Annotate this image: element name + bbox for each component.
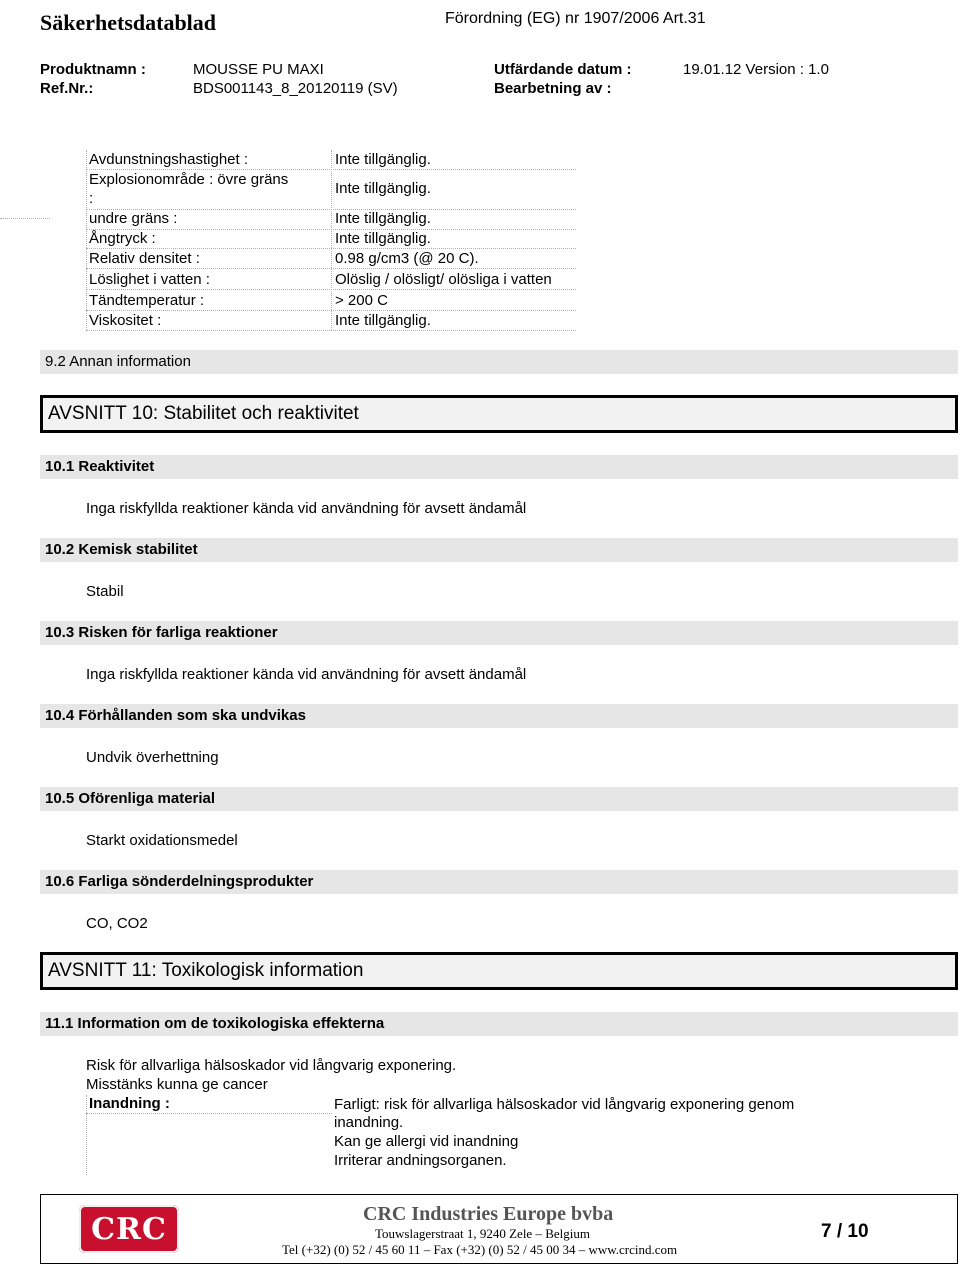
property-label: Viskositet : — [89, 312, 162, 329]
document-title: Säkerhetsdatablad — [40, 10, 217, 35]
subsection-10-3-heading: 10.3 Risken för farliga reaktioner — [40, 621, 958, 645]
subsection-10-1-heading: 10.1 Reaktivitet — [40, 455, 958, 479]
property-label: Ångtryck : — [89, 230, 156, 247]
inhalation-effect: Farligt: risk för allvarliga hälsoskador vid långvarig exponering genom — [334, 1096, 795, 1113]
property-value: Inte tillgänglig. — [335, 180, 431, 197]
subsection-10-1-text: Inga riskfyllda reaktioner kända vid användning för avsett ändamål — [86, 500, 527, 517]
subsection-10-2-text: Stabil — [86, 583, 124, 600]
product-name-label: Produktnamn : — [40, 61, 146, 78]
property-label: Explosionområde : övre gräns — [89, 171, 289, 188]
regulation-reference: Förordning (EG) nr 1907/2006 Art.31 — [445, 10, 706, 27]
subsection-11-1-heading: 11.1 Information om de toxikologiska effekterna — [40, 1012, 958, 1036]
property-label-continued: : — [89, 190, 94, 207]
subsection-9-2-heading: 9.2 Annan information — [40, 350, 958, 374]
crc-logo: CRC — [79, 1205, 179, 1253]
subsection-10-5-heading: 10.5 Oförenliga material — [40, 787, 958, 811]
company-address: Touwslagerstraat 1, 9240 Zele – Belgium — [375, 1226, 590, 1241]
property-label: undre gräns : — [89, 210, 178, 227]
ref-number-value: BDS001143_8_20120119 (SV) — [193, 80, 398, 97]
subsection-10-2-heading: 10.2 Kemisk stabilitet — [40, 538, 958, 562]
product-name-value: MOUSSE PU MAXI — [193, 61, 324, 78]
property-value: Inte tillgänglig. — [335, 151, 431, 168]
property-label: Tändtemperatur : — [89, 292, 205, 309]
company-contact: Tel (+32) (0) 52 / 45 60 11 – Fax (+32) (0) 52 / 45 00 34 – www.crcind.com — [282, 1242, 678, 1257]
revision-label: Bearbetning av : — [494, 80, 612, 97]
property-value: 0.98 g/cm3 (@ 20 C). — [335, 250, 479, 267]
inhalation-effect: Irriterar andningsorganen. — [334, 1152, 507, 1169]
company-name: CRC Industries Europe bvba — [363, 1203, 614, 1225]
subsection-10-5-text: Starkt oxidationsmedel — [86, 832, 238, 849]
section-10-heading: AVSNITT 10: Stabilitet och reaktivitet — [40, 395, 958, 433]
property-label: Avdunstningshastighet : — [89, 151, 249, 168]
property-value: Inte tillgänglig. — [335, 210, 431, 227]
subsection-10-4-heading: 10.4 Förhållanden som ska undvikas — [40, 704, 958, 728]
page-number: 7 / 10 — [821, 1221, 869, 1242]
property-value: Olöslig / olösligt/ olösliga i vatten — [335, 271, 552, 288]
section-11-heading: AVSNITT 11: Toxikologisk information — [40, 952, 958, 990]
property-value: Inte tillgänglig. — [335, 230, 431, 247]
property-value: Inte tillgänglig. — [335, 312, 431, 329]
ref-number-label: Ref.Nr.: — [40, 80, 94, 97]
subsection-10-3-text: Inga riskfyllda reaktioner kända vid användning för avsett ändamål — [86, 666, 527, 683]
property-value: > 200 C — [335, 292, 388, 309]
subsection-10-6-text: CO, CO2 — [86, 915, 148, 932]
toxicology-statement: Risk för allvarliga hälsoskador vid långvarig exponering. — [86, 1057, 457, 1074]
inhalation-label: Inandning : — [89, 1095, 170, 1112]
page-footer — [40, 1194, 958, 1264]
toxicology-statement: Misstänks kunna ge cancer — [86, 1076, 268, 1093]
inhalation-effect: inandning. — [334, 1114, 404, 1131]
subsection-10-4-text: Undvik överhettning — [86, 749, 219, 766]
property-label: Löslighet i vatten : — [89, 271, 210, 288]
property-label: Relativ densitet : — [89, 250, 200, 267]
issue-date-value: 19.01.12 Version : 1.0 — [683, 61, 829, 78]
subsection-10-6-heading: 10.6 Farliga sönderdelningsprodukter — [40, 870, 958, 894]
inhalation-effect: Kan ge allergi vid inandning — [334, 1133, 519, 1150]
issue-date-label: Utfärdande datum : — [494, 61, 632, 78]
